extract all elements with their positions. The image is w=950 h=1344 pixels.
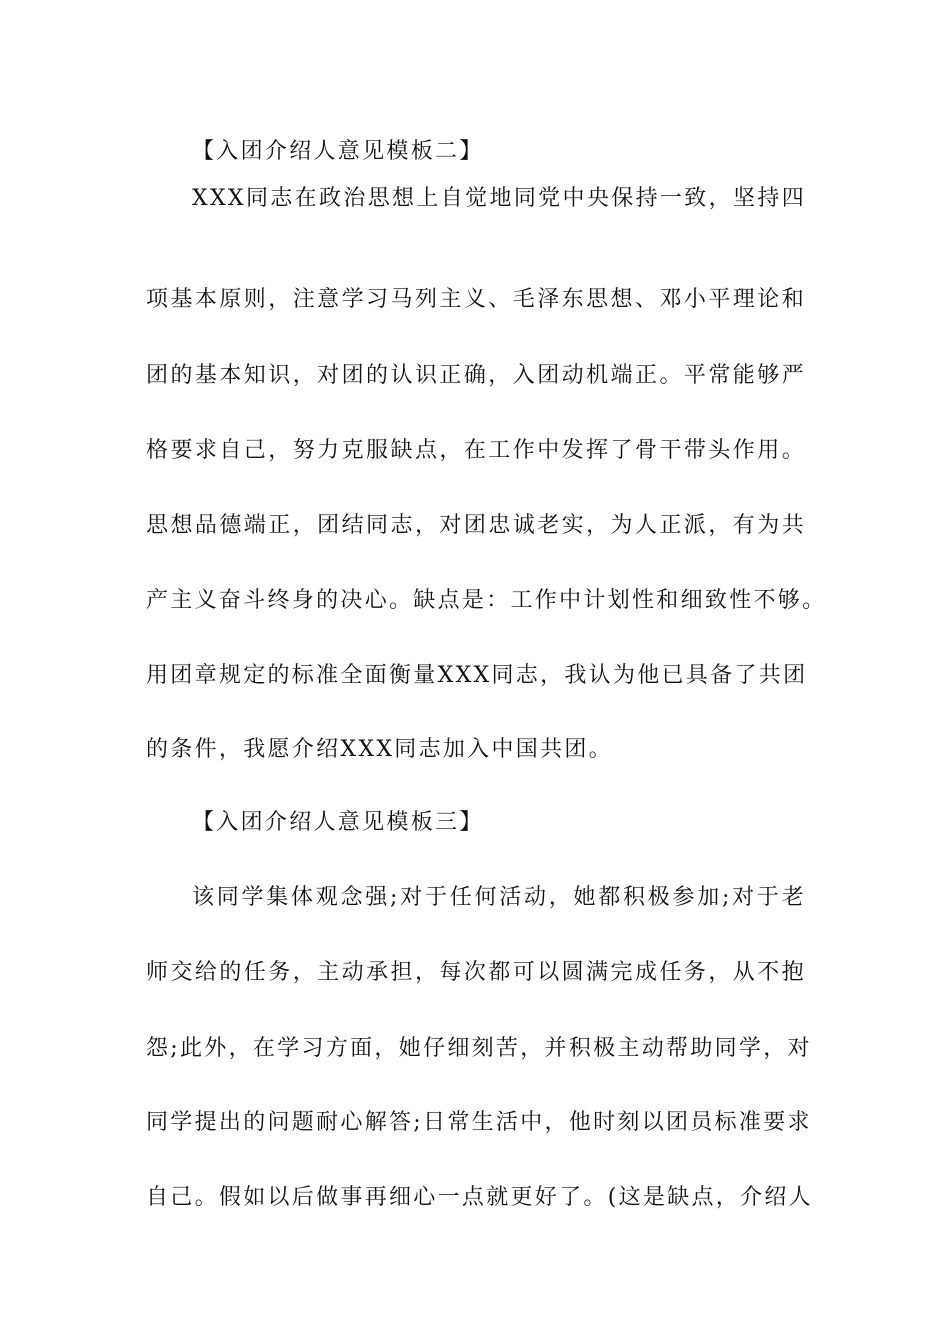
section-heading: 【入团介绍人意见模板三】: [192, 810, 484, 835]
section-heading: 【入团介绍人意见模板二】: [192, 139, 484, 164]
paragraph-line: 师交给的任务，主动承担，每次都可以圆满完成任务，从不抱: [146, 960, 806, 985]
paragraph-line: 该同学集体观念强;对于任何活动，她都积极参加;对于老: [192, 885, 806, 910]
paragraph-line: 同学提出的问题耐心解答;日常生活中，他时刻以团员标准要求: [146, 1110, 812, 1135]
paragraph-line: 团的基本知识，对团的认识正确，入团动机端正。平常能够严: [146, 363, 806, 388]
paragraph-line: 用团章规定的标准全面衡量XXX同志，我认为他已具备了共团: [146, 663, 808, 688]
paragraph-line: 格要求自己，努力克服缺点，在工作中发挥了骨干带头作用。: [146, 438, 806, 463]
paragraph-line: XXX同志在政治思想上自觉地同党中央保持一致，坚持四: [192, 186, 806, 211]
paragraph-line: 自己。假如以后做事再细心一点就更好了。(这是缺点，介绍人: [146, 1185, 813, 1210]
paragraph-line: 项基本原则，注意学习马列主义、毛泽东思想、邓小平理论和: [146, 287, 806, 312]
paragraph-line: 怨;此外，在学习方面，她仔细刻苦，并积极主动帮助同学，对: [146, 1036, 812, 1061]
paragraph-line: 思想品德端正，团结同志，对团忠诚老实，为人正派，有为共: [146, 513, 806, 538]
paragraph-line: 的条件，我愿介绍XXX同志加入中国共团。: [146, 737, 613, 762]
paragraph-line: 产主义奋斗终身的决心。缺点是：工作中计划性和细致性不够。: [146, 588, 827, 613]
